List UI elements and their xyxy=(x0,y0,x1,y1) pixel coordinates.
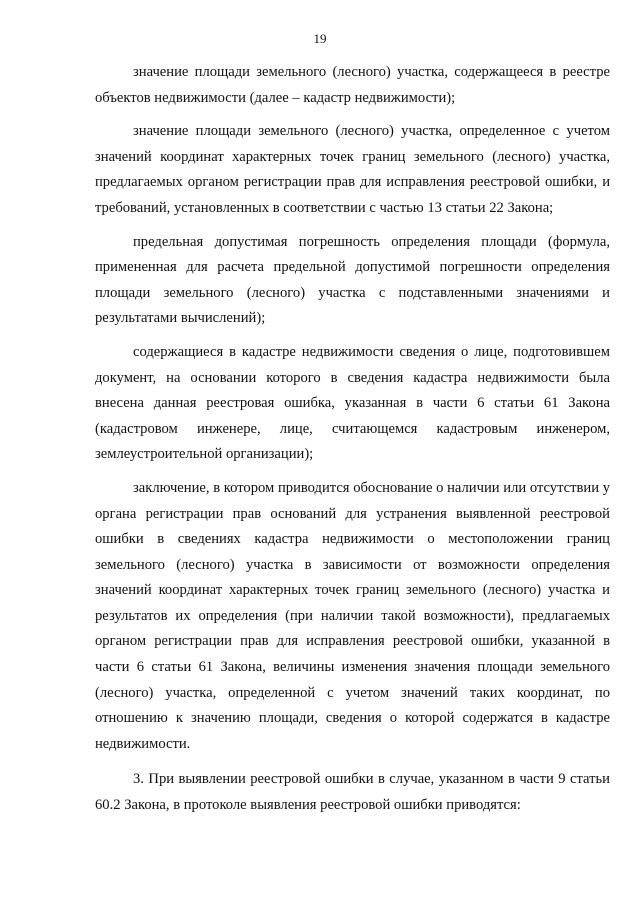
paragraph-conclusion: заключение, в котором приводится обоснование о наличии или отсутствии у органа регистрации прав оснований для устранения выявленной реестровой ошибки в сведениях кадастра недвижимости о местоположении границ земельного (лесного) участка в зависимости от возможности определения значений координат характерных точек границ земельного (лесного) участка и результатов их определения (при наличии такой возможности), предлагаемых органом регистрации прав для исправления реестровой ошибки, указанной в части 6 статьи 61 Закона, величины изменения значения площади земельного (лесного) участка, определенной с учетом значений таких координат, по отношению к значению площади, сведения о которой содержатся в кадастре недвижимости. xyxy=(95,479,610,752)
page-number: 19 xyxy=(313,31,327,46)
paragraph-item-3: 3. При выявлении реестровой ошибки в случае, указанном в части 9 статьи 60.2 Закона, в протоколе выявления реестровой ошибки приводятся: xyxy=(95,771,610,814)
paragraph-cadastre-area: значение площади земельного (лесного) участка, содержащееся в реестре объектов недвижимости (далее – кадастр недвижимости); xyxy=(95,64,610,106)
paragraph-determined-area: значение площади земельного (лесного) участка, определенное с учетом значений координат характерных точек границ земельного (лесного) участка, предлагаемых органом регистрации прав для исправления реестровой ошибки, и требований, установленных в соответствии с частью 13 статьи 22 Закона; xyxy=(95,123,610,216)
paragraph-responsible-person: содержащиеся в кадастре недвижимости сведения о лице, подготовившем документ, на основании которого в сведения кадастра недвижимости была внесена данная реестровая ошибка, указанная в части 6 статьи 61 Закона (кадастровом инженере, лице, считающемся кадастровым инженером, землеустроительной организации); xyxy=(95,343,610,463)
document-body xyxy=(95,60,610,827)
paragraph-permissible-error: предельная допустимая погрешность определения площади (формула, примененная для расчета предельной допустимой погрешности определения площади земельного (лесного) участка с подставленными значениями и результатами вычислений); xyxy=(95,233,610,327)
